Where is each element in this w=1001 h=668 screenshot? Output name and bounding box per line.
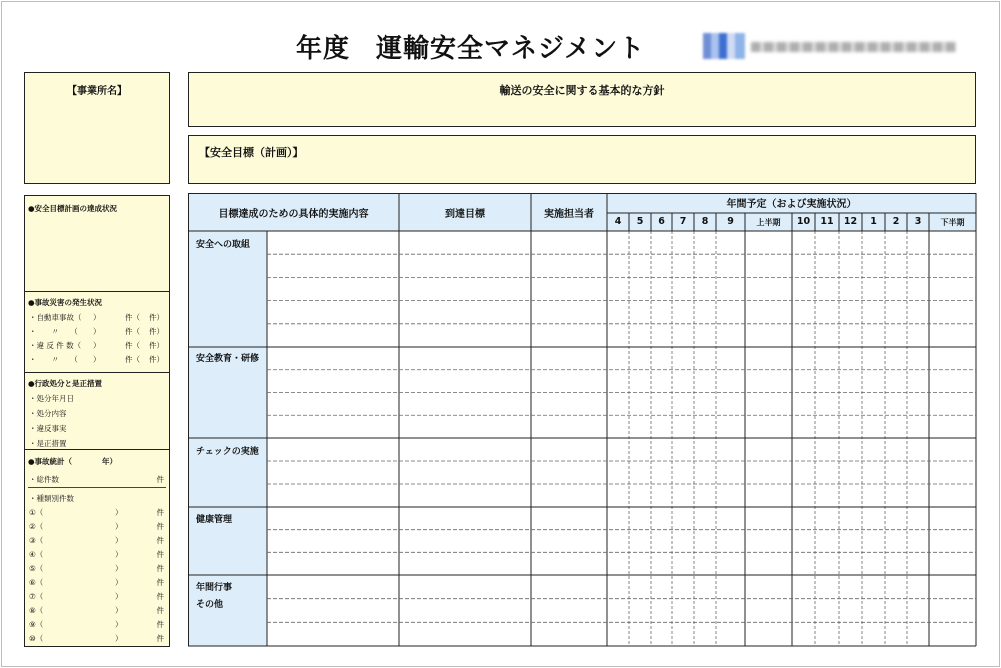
- admin-action-item: ・違反事実: [29, 424, 67, 433]
- page-title: [296, 28, 645, 65]
- type-count-row: ④（ ） 件: [29, 550, 164, 559]
- accident-section: [25, 291, 169, 372]
- safety-goal-box[interactable]: [188, 135, 976, 184]
- accident-stats-title: ●事故統計（ 年）: [28, 457, 118, 466]
- month-label: 1: [870, 216, 877, 227]
- type-count-row: ⑧（ ） 件: [29, 606, 164, 615]
- type-count-row: ③（ ） 件: [29, 536, 164, 545]
- safety-policy-label: 輸送の安全に関する基本的な方針: [499, 84, 665, 97]
- category-annual-events: 年間行事 その他: [196, 583, 233, 610]
- logo-text-blurred: [751, 42, 956, 52]
- company-logo: [703, 33, 963, 59]
- office-name-box[interactable]: [24, 72, 170, 184]
- category-safety-efforts: 安全への取組: [196, 240, 251, 250]
- type-count-row: ⑨（ ） 件: [29, 620, 164, 629]
- month-label: 6: [658, 216, 665, 227]
- month-label: 上半期: [756, 218, 781, 227]
- month-label: 下半期: [940, 218, 965, 227]
- type-count-row: ①（ ） 件: [29, 508, 164, 517]
- month-label: 12: [843, 216, 858, 227]
- accident-stats-section: [25, 449, 169, 647]
- plan-table: [188, 193, 977, 647]
- type-count-row: ⑦（ ） 件: [29, 592, 164, 601]
- status-side-panel: [24, 195, 170, 647]
- safety-policy-box[interactable]: [188, 72, 976, 127]
- admin-action-title: ●行政処分と是正措置: [28, 379, 103, 388]
- type-count-row: ⑥（ ） 件: [29, 578, 164, 587]
- month-label: 7: [679, 216, 687, 227]
- month-label: 4: [614, 216, 622, 227]
- total-count-row: ・総件数 件: [29, 475, 164, 484]
- header-schedule: 年間予定（および実施状況）: [726, 199, 857, 210]
- category-health: 健康管理: [196, 515, 233, 525]
- admin-action-item: ・是正措置: [29, 439, 67, 448]
- type-count-row: ②（ ） 件: [29, 522, 164, 531]
- month-label: 3: [914, 216, 922, 227]
- admin-action-section: [25, 372, 169, 449]
- month-label: 10: [796, 216, 811, 227]
- type-count-row: ⑩（ ） 件: [29, 634, 164, 643]
- office-name-label: 【事業所名】: [67, 86, 127, 97]
- month-label: 11: [820, 216, 834, 227]
- header-target: 到達目標: [445, 209, 485, 220]
- accident-title: ●事故災害の発生状況: [28, 298, 103, 307]
- month-label: 9: [727, 216, 734, 227]
- achievement-section[interactable]: [25, 196, 169, 291]
- title-name: 運輸安全マネジメント: [376, 34, 646, 64]
- header-person: 実施担当者: [544, 209, 594, 220]
- month-label: 5: [636, 216, 644, 227]
- accident-row: ・自動車事故（ ） 件（ 件）: [29, 313, 164, 322]
- admin-action-item: ・処分内容: [29, 409, 67, 418]
- category-safety-education: 安全教育・研修: [196, 354, 260, 364]
- safety-goal-label: 【安全目標（計画）】: [199, 146, 304, 159]
- divider: [28, 487, 166, 488]
- by-type-label: ・種類別件数: [29, 494, 74, 503]
- accident-row: ・ 〃 （ ） 件（ 件）: [29, 327, 164, 336]
- title-year: 年度: [296, 34, 351, 64]
- month-label: 8: [701, 216, 709, 227]
- plan-table-grid: [188, 193, 977, 647]
- category-inspection: チェックの実施: [196, 447, 259, 457]
- header-content: 目標達成のための具体的実施内容: [218, 209, 369, 220]
- month-label: 2: [892, 216, 900, 227]
- violation-row: ・ 〃 （ ） 件（ 件）: [29, 355, 164, 364]
- violation-row: ・違 反 件 数（ ） 件（ 件）: [29, 341, 164, 350]
- type-count-row: ⑤（ ） 件: [29, 564, 164, 573]
- achievement-title: ●安全目標計画の達成状況: [28, 204, 118, 213]
- admin-action-item: ・処分年月日: [29, 394, 74, 403]
- logo-mark-icon: [703, 33, 745, 59]
